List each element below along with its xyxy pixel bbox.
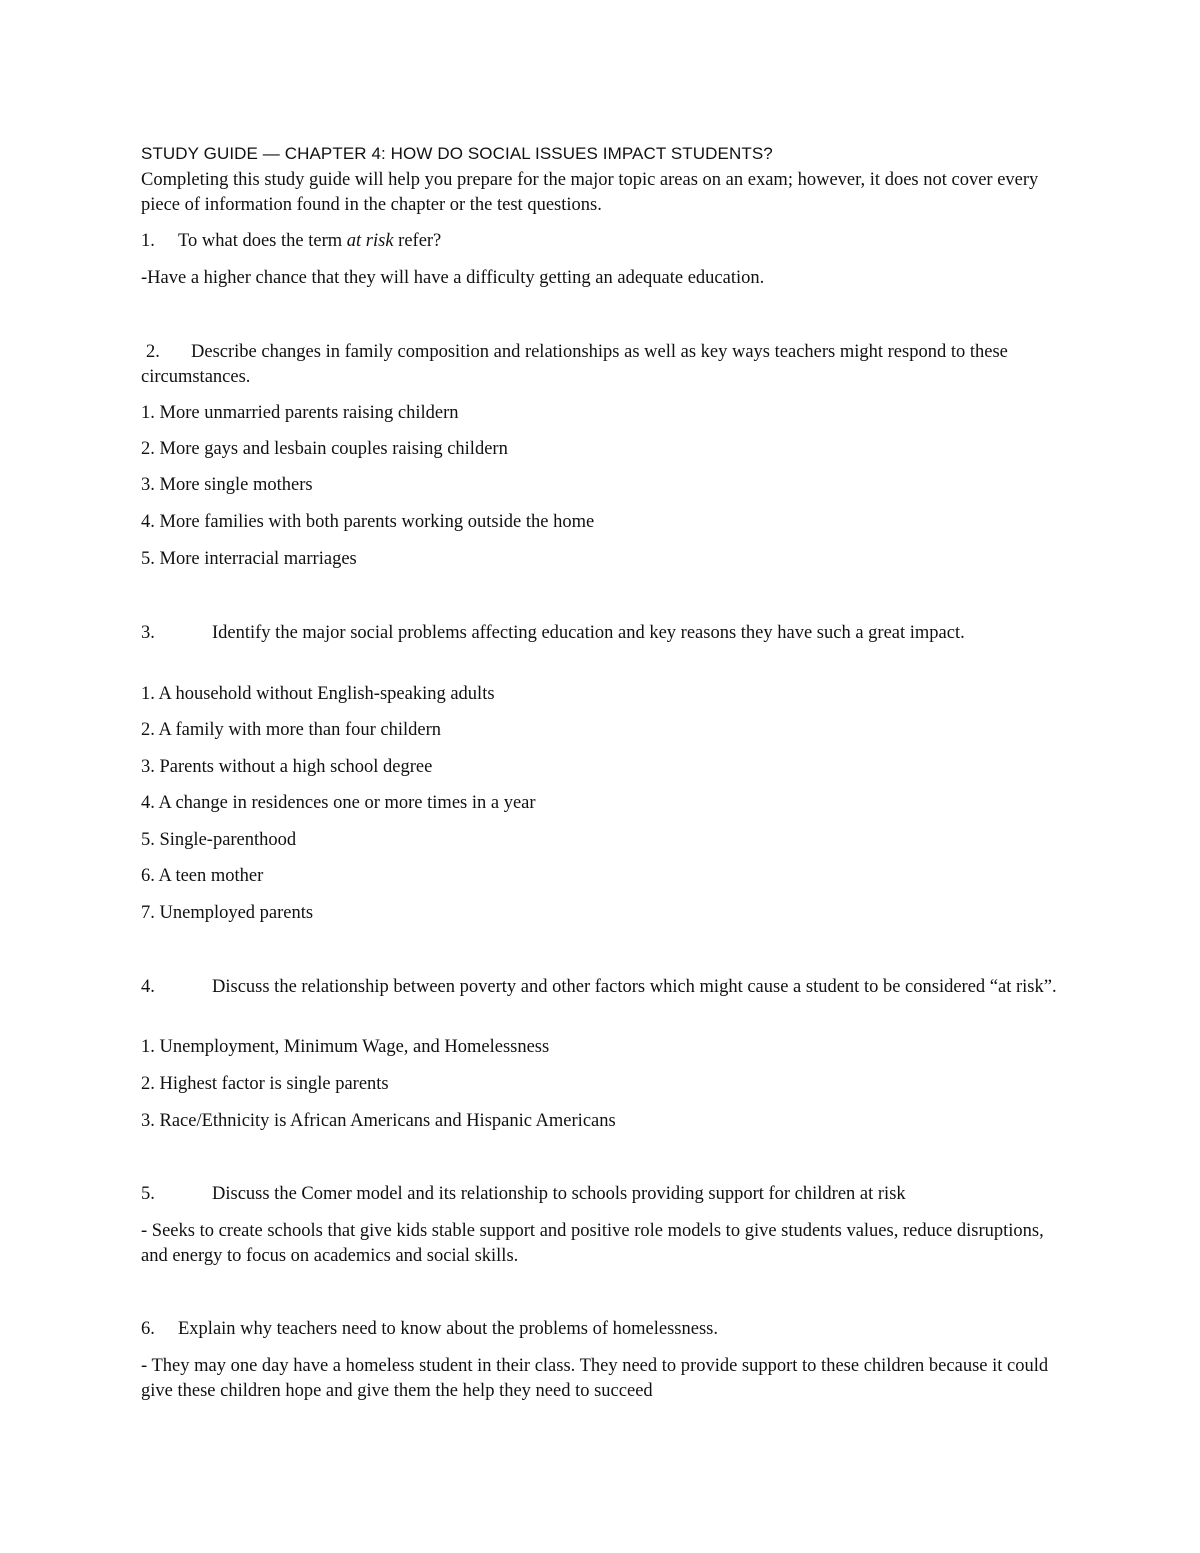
answer-3-item: 4. A change in residences one or more times in a year — [141, 793, 536, 813]
answer-2-item: 4. More families with both parents working outside the home — [141, 512, 595, 532]
question-4-text: Discuss the relationship between poverty and other factors which might cause a student to be considered “at risk”. — [212, 977, 1057, 997]
page-title: STUDY GUIDE — CHAPTER 4: HOW DO SOCIAL ISSUES IMPACT STUDENTS? — [141, 144, 773, 163]
answer-3-item: 5. Single-parenthood — [141, 830, 297, 850]
question-1-number: 1. — [141, 231, 155, 251]
question-2 — [141, 340, 1061, 390]
answer-4-item: 2. Highest factor is single parents — [141, 1074, 389, 1094]
question-3 — [141, 621, 1061, 646]
question-6-text: Explain why teachers need to know about the problems of homelessness. — [178, 1319, 718, 1339]
answer-2-item: 2. More gays and lesbain couples raising childern — [141, 439, 508, 459]
question-1-text-before: To what does the term — [178, 231, 347, 251]
answer-4-item: 1. Unemployment, Minimum Wage, and Homelessness — [141, 1037, 550, 1057]
question-2-number: 2. — [146, 342, 160, 362]
answer-3-item: 1. A household without English-speaking adults — [141, 684, 495, 704]
answer-1: -Have a higher chance that they will have a difficulty getting an adequate education. — [141, 268, 765, 288]
question-3-text: Identify the major social problems affecting education and key reasons they have such a great impact. — [212, 623, 965, 643]
answer-3-item: 2. A family with more than four childern — [141, 720, 442, 740]
answer-6: - They may one day have a homeless student in their class. They need to provide support to these children because it could give these children hope and give them the help they need to succeed — [141, 1356, 1049, 1401]
question-4 — [141, 975, 1061, 1000]
question-5 — [141, 1182, 906, 1207]
question-6 — [141, 1317, 718, 1342]
question-1-term: at risk — [346, 231, 394, 251]
answer-3-item: 6. A teen mother — [141, 866, 264, 886]
intro-paragraph: Completing this study guide will help you prepare for the major topic areas on an exam; however, it does not cover every piece of information found in the chapter or the test questions. — [141, 170, 1039, 215]
answer-5: - Seeks to create schools that give kids stable support and positive role models to give students values, reduce disruptions, and energy to focus on academics and social skills. — [141, 1221, 1044, 1266]
answer-4-item: 3. Race/Ethnicity is African Americans and Hispanic Americans — [141, 1111, 616, 1131]
question-1 — [141, 229, 441, 254]
answer-2-item: 3. More single mothers — [141, 475, 313, 495]
question-3-number: 3. — [141, 623, 155, 643]
answer-2-item: 5. More interracial marriages — [141, 549, 357, 569]
answer-2-item: 1. More unmarried parents raising childern — [141, 403, 459, 423]
answer-3-item: 3. Parents without a high school degree — [141, 757, 433, 777]
question-2-text: Describe changes in family composition and relationships as well as key ways teachers might respond to these circumstances. — [141, 342, 1008, 387]
question-6-number: 6. — [141, 1319, 155, 1339]
question-4-number: 4. — [141, 977, 155, 997]
answer-3-item: 7. Unemployed parents — [141, 903, 314, 923]
question-1-text-after: refer? — [393, 231, 442, 251]
question-5-number: 5. — [141, 1184, 155, 1204]
question-5-text: Discuss the Comer model and its relationship to schools providing support for children at risk — [212, 1184, 906, 1204]
